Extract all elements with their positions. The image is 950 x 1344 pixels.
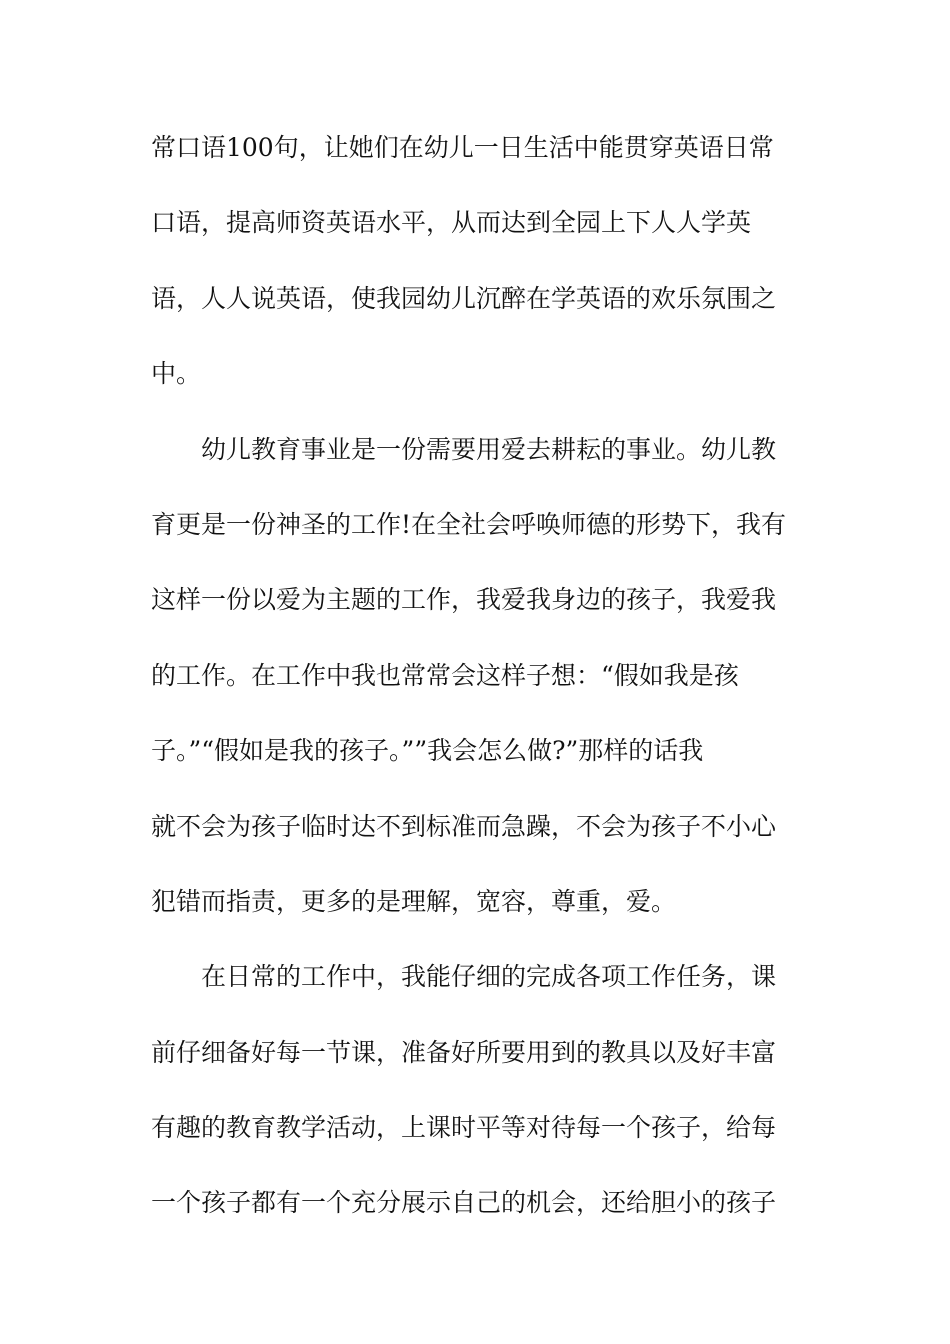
text-line: 一个孩子都有一个充分展示自己的机会，还给胆小的孩子 xyxy=(151,1188,777,1218)
text-line: 有趣的教育教学活动，上课时平等对待每一个孩子，给每 xyxy=(151,1113,777,1143)
text-line: 就不会为孩子临时达不到标准而急躁，不会为孩子不小心 xyxy=(151,811,777,841)
text-line: 前仔细备好每一节课，准备好所要用到的教具以及好丰富 xyxy=(151,1037,777,1067)
text-line: 犯错而指责，更多的是理解，宽容，尊重，爱。 xyxy=(151,886,677,916)
text-line: 育更是一份神圣的工作!在全社会呼唤师德的形势下，我有 xyxy=(151,509,787,539)
text-line: 语，人人说英语，使我园幼儿沉醉在学英语的欢乐氛围之 xyxy=(151,283,777,313)
text-line: 的工作。在工作中我也常常会这样子想：“假如我是孩 xyxy=(151,660,739,690)
body-text xyxy=(151,128,811,1259)
text-line: 常口语100句，让她们在幼儿一日生活中能贯穿英语日常 xyxy=(151,133,774,162)
paragraph-start-line: 在日常的工作中，我能仔细的完成各项工作任务，课 xyxy=(201,962,777,992)
text-line: 这样一份以爱为主题的工作，我爱我身边的孩子，我爱我 xyxy=(151,585,777,615)
text-line: 中。 xyxy=(151,359,202,389)
text-line: 口语，提高师资英语水平，从而达到全园上下人人学英 xyxy=(151,208,752,238)
text-line: 子。”“假如是我的孩子。””我会怎么做?”那样的话我 xyxy=(151,736,704,766)
paragraph-start-line: 幼儿教育事业是一份需要用爱去耕耘的事业。幼儿教 xyxy=(201,434,777,464)
